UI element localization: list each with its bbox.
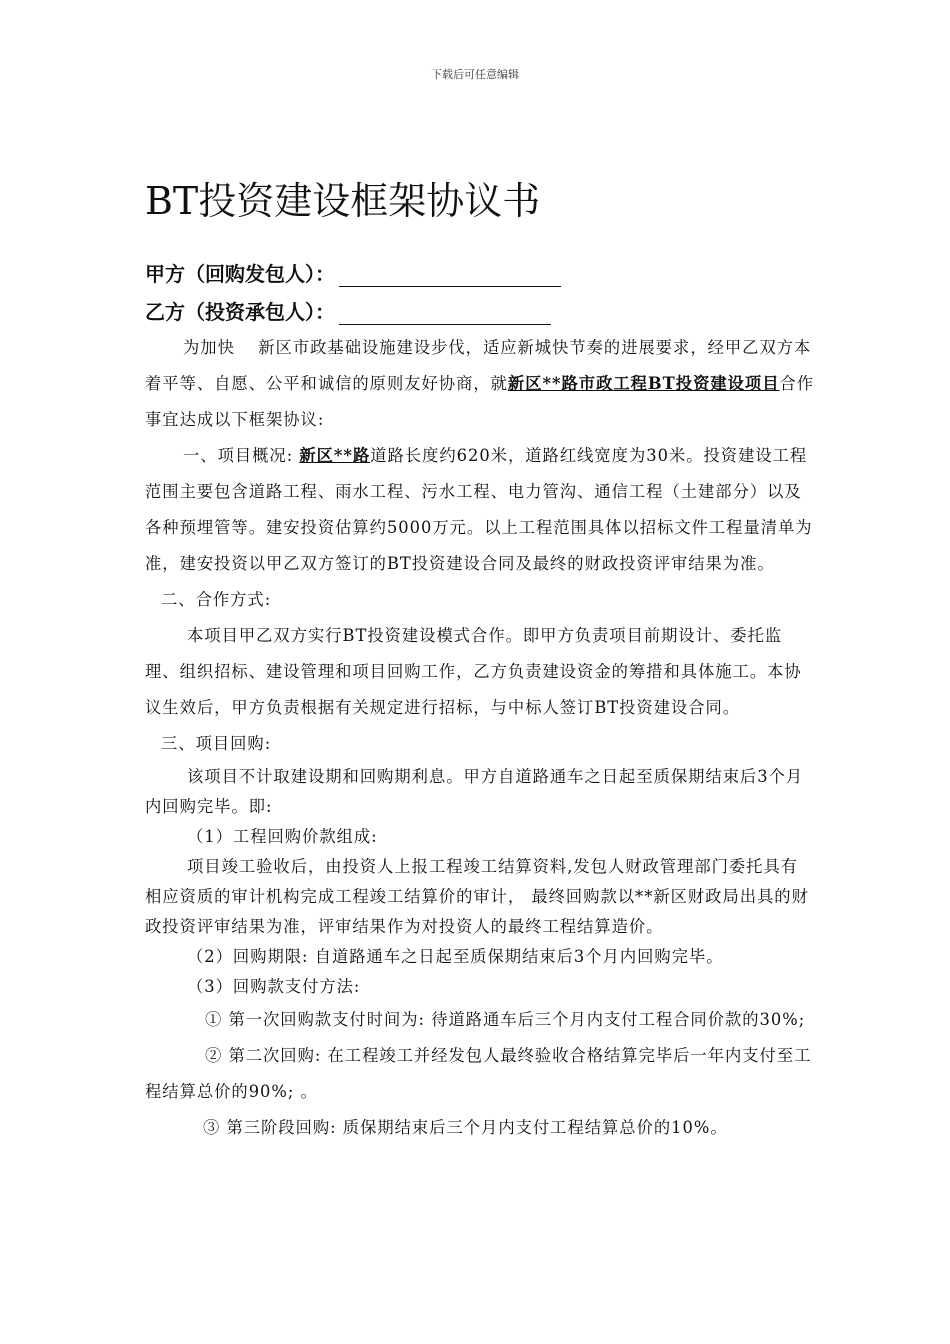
party-b-blank-line <box>339 304 551 325</box>
payment-item-2: ② 第二次回购: 在工程竣工并经发包人最终验收合格结算完毕后一年内支付至工程结算总价的90%; 。 <box>145 1046 812 1101</box>
intro-text-end: 合作事宜达成以下框架协议: <box>145 374 815 429</box>
section-3-text: 该项目不计取建设期和回购期利息。甲方自道路通车之日起至质保期结束后3个月内回购完毕。即: <box>145 767 804 816</box>
party-a-row <box>145 258 561 287</box>
section-1-text: 道路长度约620米，道路红线宽度为30米。投资建设工程范围主要包含道路工程、雨水工程、污水工程、电力管沟、通信工程（土建部分）以及各种预埋管等。建安投资估算约5000万元。以上工程范围具体以招标文件工程量清单为准，建安投资以甲乙双方签订的BT投资建设合同及最终的财政投资评审结果为准。 <box>145 446 813 573</box>
intro-text: 为加快 新区市政基础设施建设步伐，适应新城快节奏的进展要求，经甲乙双方本着平等、自愿、公平和诚信的原则友好协商，就 <box>145 338 812 393</box>
payment-item-3: ③ 第三阶段回购: 质保期结束后三个月内支付工程结算总价的10%。 <box>203 1118 728 1137</box>
agreement-body <box>145 330 815 1146</box>
project-name: 新区**路市政工程BT投资建设项目 <box>507 374 780 393</box>
section-1-heading: 一、项目概况: <box>183 446 300 465</box>
header-note: 下载后可任意编辑 <box>431 68 519 81</box>
party-b-label: 乙方（投资承包人）： <box>145 300 335 324</box>
section-2-heading: 二、合作方式: <box>161 590 272 609</box>
section-1-paragraph <box>145 438 815 582</box>
document-title: BT投资建设框架协议书 <box>145 179 541 223</box>
section-3-heading: 三、项目回购: <box>161 734 272 753</box>
payment-item-1: ① 第一次回购款支付时间为: 待道路通车后三个月内支付工程合同价款的30%; <box>205 1010 806 1029</box>
intro-paragraph <box>145 330 815 438</box>
section-3-1-text: 项目竣工验收后，由投资人上报工程竣工结算资料,发包人财政管理部门委托具有相应资质的审计机构完成工程竣工结算价的审计， 最终回购款以**新区财政局出具的财政投资评审结果为准，评审结果作为对投资人的最终工程结算造价。 <box>145 857 809 936</box>
party-a-label: 甲方（回购发包人）： <box>145 262 335 286</box>
section-3-2-text: （2）回购期限: 自道路通车之日起至质保期结束后3个月内回购完毕。 <box>187 947 724 966</box>
party-a-blank-line <box>339 266 561 287</box>
party-b-row <box>145 296 551 325</box>
section-3-1-heading: （1）工程回购价款组成: <box>187 827 378 846</box>
section-2-text: 本项目甲乙双方实行BT投资建设模式合作。即甲方负责项目前期设计、委托监理、组织招标、建设管理和项目回购工作，乙方负责建设资金的筹措和具体施工。本协议生效后，甲方负责根据有关规定进行招标，与中标人签订BT投资建设合同。 <box>145 626 802 717</box>
road-name: 新区**路 <box>299 446 371 465</box>
section-3-3-heading: （3）回购款支付方法: <box>187 977 361 996</box>
